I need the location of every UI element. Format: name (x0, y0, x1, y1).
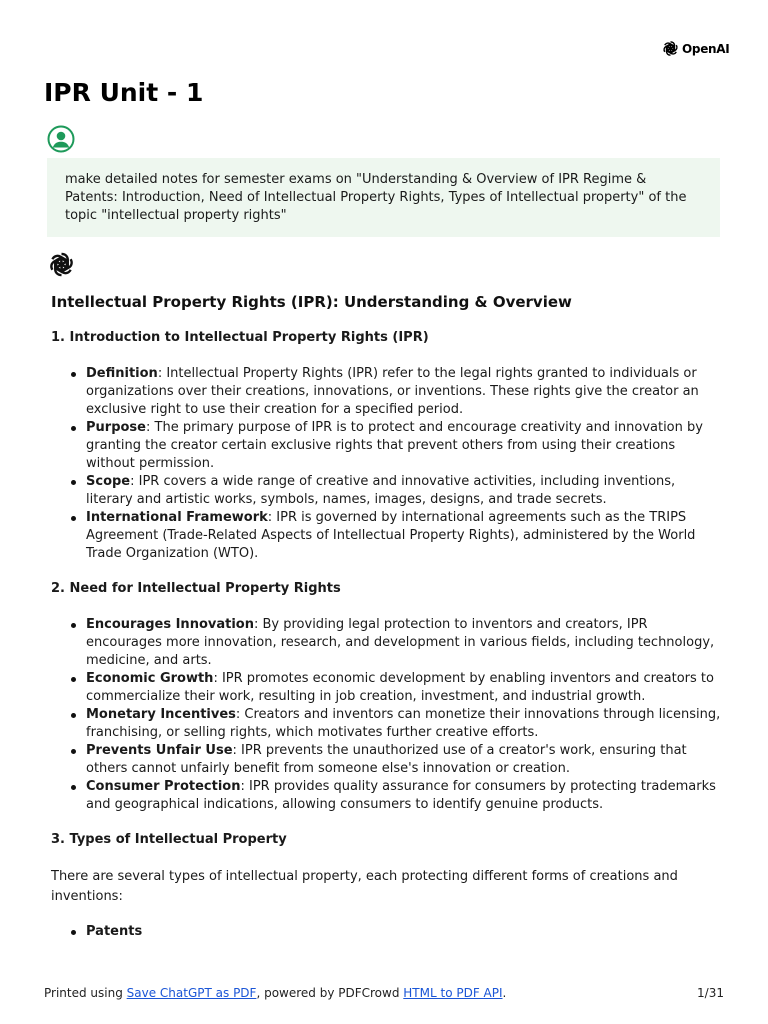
list-item (51, 509, 721, 563)
prompt-text: make detailed notes for semester exams on "Understanding & Overview of IPR Regime & Patents: Introduction, Need of Intellectual Property Rights, Types of Intellectual property" of the topic "intellectual property rights" (65, 172, 687, 223)
list-item (51, 706, 721, 742)
list-item-term: Patents (86, 924, 143, 939)
list-item-text: : Intellectual Property Rights (IPR) refer to the legal rights granted to individuals or organizations over their creations, innovations, or inventions. These rights give the creator an exclusive right to use their creation for a specified period. (86, 366, 699, 417)
section-title: 1. Introduction to Intellectual Property Rights (IPR) (51, 330, 429, 345)
list-item-text: : IPR promotes economic development by enabling inventors and creators to commercialize their work, resulting in job creation, investment, and industrial growth. (86, 671, 714, 704)
list-item-term: Consumer Protection (86, 779, 241, 794)
list-item-text: : The primary purpose of IPR is to protect and encourage creativity and innovation by granting the creator certain exclusive rights that prevent others from using their creations without permission. (86, 420, 703, 471)
user-avatar-icon (47, 125, 75, 153)
list-item (51, 365, 721, 419)
assistant-answer (51, 291, 721, 958)
list-item-text: : IPR provides quality assurance for consumers by protecting trademarks and geographical indications, allowing consumers to identify genuine products. (86, 779, 716, 812)
openai-brand (662, 40, 729, 57)
user-prompt (47, 158, 720, 237)
section-intro: There are several types of intellectual property, each protecting different forms of creations and inventions: (51, 869, 678, 904)
list-item (51, 923, 721, 941)
page-number: 1/31 (697, 986, 724, 1000)
section-title: 3. Types of Intellectual Property (51, 832, 287, 847)
html-to-pdf-link[interactable]: HTML to PDF API (403, 986, 503, 1000)
list-item-term: Purpose (86, 420, 146, 435)
list-item-text: : Creators and inventors can monetize their innovations through licensing, franchising, or selling rights, which motivates further creative efforts. (86, 707, 721, 740)
bullet-list (51, 365, 721, 563)
list-item-term: Monetary Incentives (86, 707, 236, 722)
list-item-text: : By providing legal protection to inventors and creators, IPR encourages more innovation, research, and development in various fields, including technology, medicine, and arts. (86, 617, 715, 668)
answer-heading: Intellectual Property Rights (IPR): Understanding & Overview (51, 293, 572, 311)
list-item-term: Definition (86, 366, 158, 381)
list-item-text: : IPR prevents the unauthorized use of a creator's work, ensuring that others cannot unfairly benefit from someone else's innovation or creation. (86, 743, 687, 776)
save-chatgpt-link[interactable]: Save ChatGPT as PDF (126, 986, 257, 1000)
page-title: IPR Unit - 1 (44, 78, 204, 107)
list-item (51, 616, 721, 670)
list-item-text: : IPR is governed by international agreements such as the TRIPS Agreement (Trade-Related Aspects of Intellectual Property Rights), administered by the World Trade Organization (WTO). (86, 510, 696, 561)
list-item-term: Scope (86, 474, 131, 489)
footer-suffix: . (502, 986, 507, 1000)
list-item-term: International Framework (86, 510, 268, 525)
openai-logo-icon (662, 40, 679, 57)
bullet-list (51, 616, 721, 814)
list-item (51, 670, 721, 706)
list-item (51, 742, 721, 778)
list-item-term: Prevents Unfair Use (86, 743, 233, 758)
print-footer (44, 986, 724, 1000)
list-item (51, 473, 721, 509)
chatgpt-logo-icon (48, 251, 75, 278)
section-title: 2. Need for Intellectual Property Rights (51, 581, 341, 596)
footer-middle: , powered by PDFCrowd (256, 986, 404, 1000)
brand-name: OpenAI (682, 41, 730, 56)
list-item (51, 778, 721, 814)
footer-prefix: Printed using (44, 986, 127, 1000)
list-item (51, 419, 721, 473)
bullet-list (51, 923, 721, 941)
list-item-term: Economic Growth (86, 671, 214, 686)
list-item-text: : IPR covers a wide range of creative and innovative activities, including inventions, literary and artistic works, symbols, names, images, designs, and trade secrets. (86, 474, 676, 507)
list-item-term: Encourages Innovation (86, 617, 254, 632)
